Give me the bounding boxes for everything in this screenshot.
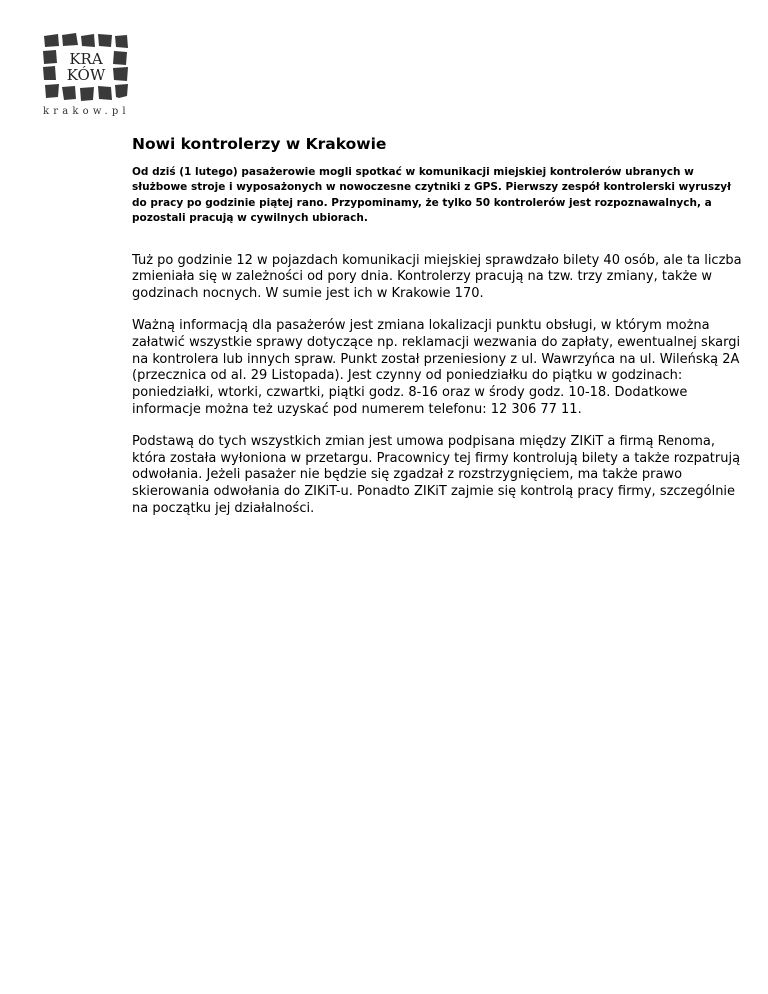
logo-caption: krakow.pl xyxy=(43,106,130,117)
logo-wordmark xyxy=(59,51,113,83)
article-title: Nowi kontrolerzy w Krakowie xyxy=(132,135,387,153)
article-paragraph-1: Tuż po godzinie 12 w pojazdach komunikacji miejskiej sprawdzało bilety 40 osób, ale ta liczba zmieniała się w zależności od pory dnia. Kontrolerzy pracują na tzw. trzy zmiany, także w godzinach nocnych. W sumie jest ich w Krakowie 170. xyxy=(132,252,742,302)
article xyxy=(132,134,748,518)
article-paragraph-3: Podstawą do tych wszystkich zmian jest umowa podpisana między ZIKiT a firmą Renoma, która została wyłoniona w przetargu. Pracownicy tej firmy kontrolują bilety a także rozpatrują odwołania. Jeżeli pasażer nie będzie się zgadzał z rozstrzygnięciem, ma także prawo skierowania odwołania do ZIKiT-u. Ponadto ZIKiT zajmie się kontrolą pracy firmy, szczególnie na początku jej działalności. xyxy=(132,433,741,516)
logo-line-2: KÓW xyxy=(66,66,106,84)
article-paragraph-2: Ważną informacją dla pasażerów jest zmiana lokalizacji punktu obsługi, w którym można załatwić wszystkie sprawy dotyczące np. reklamacji wezwania do zapłaty, ewentualnej skargi na kontrolera lub innych spraw. Punkt został przeniesiony z ul. Wawrzyńca na ul. Wileńską 2A (przecznica od al. 29 Listopada). Jest czynny od poniedziałku do piątku w godzinach: poniedziałki, wtorki, czwartki, piątki godz. 8-16 oraz w środy godz. 10-18. Dodatkowe informacje można też uzyskać pod numerem telefonu: 12 306 77 11. xyxy=(132,318,741,417)
article-lead: Od dziś (1 lutego) pasażerowie mogli spotkać w komunikacji miejskiej kontrolerów ubranych w służbowe stroje i wyposażonych w nowoczesne czytniki z GPS. Pierwszy zespół kontrolerski wyruszył do pracy po godzinie piątej rano. Przypominamy, że tylko 50 kontrolerów jest rozpoznawalnych, a pozostali pracują w cywilnych ubiorach. xyxy=(132,166,731,225)
logo-line-1: KRA xyxy=(69,50,103,68)
